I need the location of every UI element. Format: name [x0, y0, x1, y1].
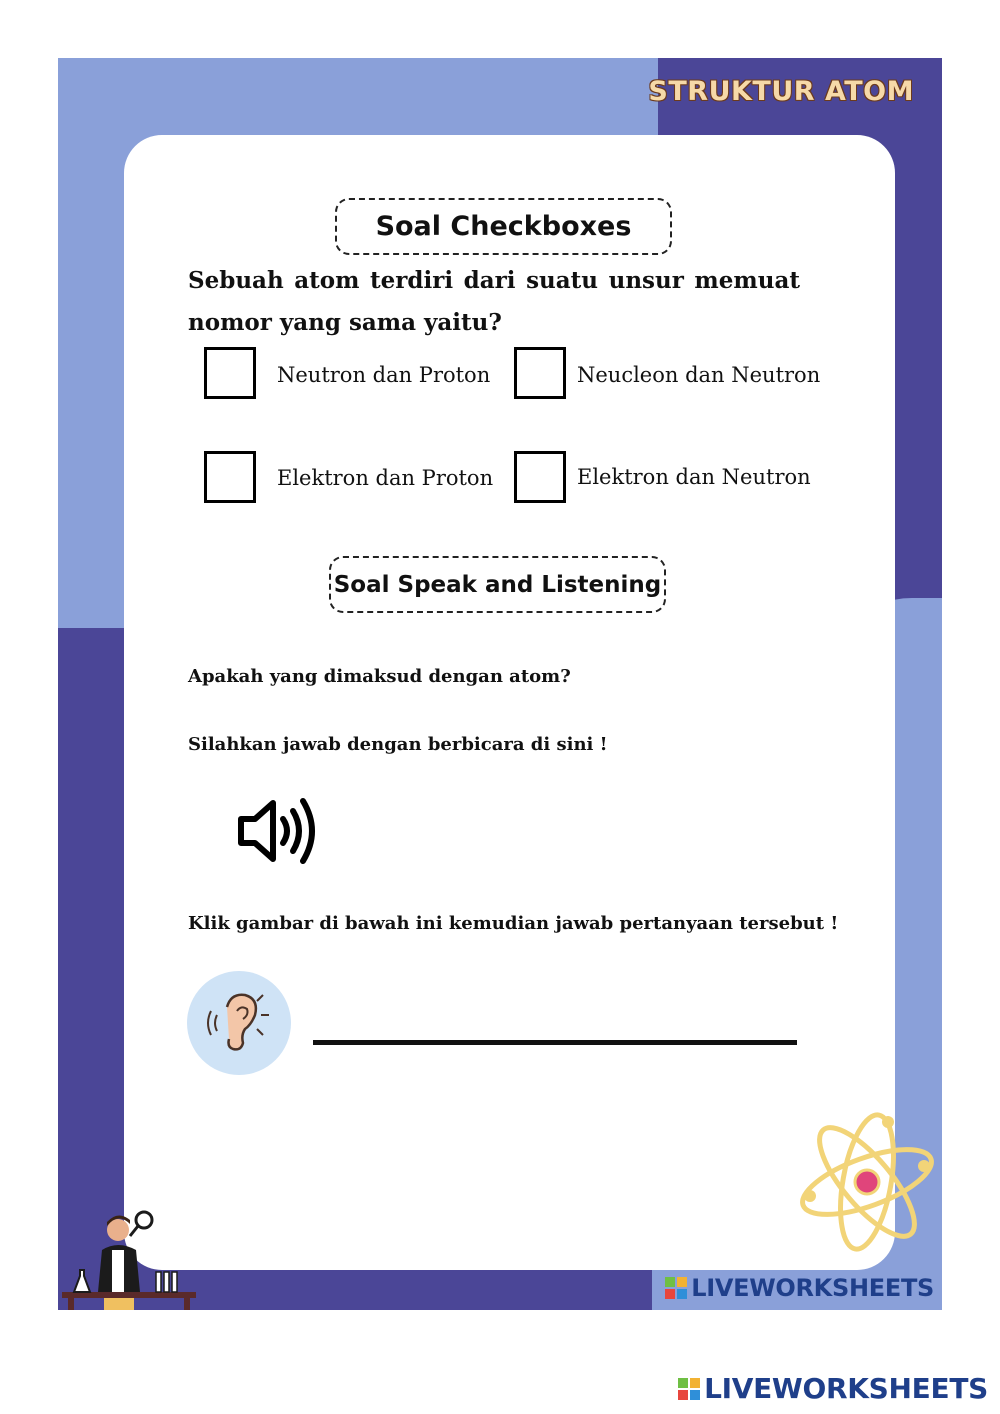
ear-icon — [187, 971, 291, 1075]
listen-instruction: Klik gambar di bawah ini kemudian jawab pertanyaan tersebut ! — [188, 913, 839, 934]
option-label: Neutron dan Proton — [277, 363, 491, 387]
option-label: Elektron dan Proton — [277, 466, 494, 490]
liveworksheets-footer-logo[interactable] — [678, 1372, 988, 1405]
speaker-icon[interactable] — [237, 795, 321, 867]
checkbox-neucleon-neutron[interactable] — [514, 347, 566, 399]
scientist-illustration — [58, 1200, 208, 1310]
logo-squares-icon — [678, 1378, 700, 1400]
checkbox-question: Sebuah atom terdiri dari suatu unsur memuat nomor yang sama yaitu? — [188, 267, 800, 336]
checkbox-neutron-proton[interactable] — [204, 347, 256, 399]
logo-squares-icon — [665, 1277, 687, 1299]
option-label: Neucleon dan Neutron — [577, 363, 821, 387]
option-label: Elektron dan Neutron — [577, 465, 811, 489]
speak-instruction: Silahkan jawab dengan berbicara di sini ! — [188, 734, 608, 755]
speak-question: Apakah yang dimaksud dengan atom? — [188, 666, 571, 687]
section-heading-speak-listening: Soal Speak and Listening — [329, 556, 666, 613]
atom-illustration — [792, 1110, 942, 1260]
answer-line[interactable] — [313, 1040, 797, 1045]
worksheet-page — [58, 58, 942, 1310]
logo-text: LIVEWORKSHEETS — [691, 1274, 934, 1302]
worksheet-card — [124, 135, 895, 1270]
listen-audio-button[interactable] — [187, 971, 291, 1075]
liveworksheets-logo — [665, 1274, 934, 1302]
page-title: STRUKTUR ATOM — [648, 76, 914, 107]
logo-text: LIVEWORKSHEETS — [704, 1372, 988, 1405]
checkbox-elektron-proton[interactable] — [204, 451, 256, 503]
checkbox-elektron-neutron[interactable] — [514, 451, 566, 503]
section-heading-checkboxes: Soal Checkboxes — [335, 198, 672, 255]
